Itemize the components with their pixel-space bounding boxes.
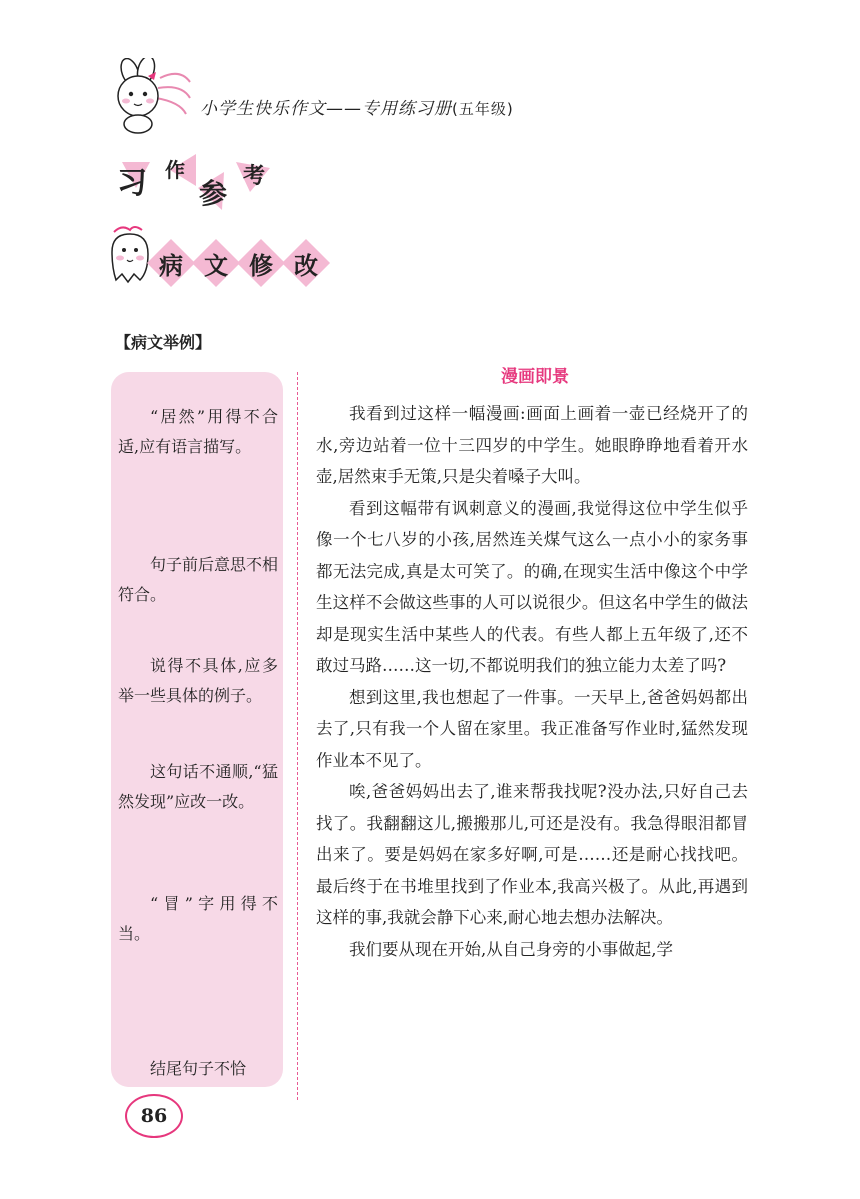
series-title: 小学生快乐作文——专用练习册(五年级) — [200, 99, 514, 119]
section-title-char-4: 考 — [242, 163, 265, 189]
subtitle-char-box-1 — [148, 240, 194, 286]
comment-3: 说得不具体,应多举一些具体的例子。 — [118, 656, 278, 705]
comment-6: 结尾句子不恰 — [150, 1059, 247, 1078]
comment-5: “冒”字用得不当。 — [118, 894, 278, 943]
subtitle-char-box-2 — [193, 240, 239, 286]
grade-label: (五年级) — [452, 100, 514, 118]
essay-paragraph-5: 我们要从现在开始,从自己身旁的小事做起,学 — [349, 939, 673, 959]
comment-2: 句子前后意思不相符合。 — [118, 555, 279, 604]
essay-body — [316, 398, 748, 965]
subtitle-char-1: 病 — [159, 251, 183, 280]
bunny-mascot-icon — [100, 58, 192, 134]
essay-title: 漫画即景 — [501, 367, 569, 387]
essay-paragraph-4: 唉,爸爸妈妈出去了,谁来帮我找呢?没办法,只好自己去找了。我翻翻这儿,搬搬那儿,可还是没有。我急得眼泪都冒出来了。要是妈妈在家多好啊,可是……还是耐心找找吧。最后终于在书堆里找到了作业本,我高兴极了。从此,再遇到这样的事,我就会静下心来,耐心地去想办法解决。 — [316, 782, 748, 927]
page-number: 86 — [140, 1105, 168, 1127]
subtitle-char-box-4 — [283, 240, 329, 286]
ghost-mascot-icon — [104, 222, 154, 288]
section-title-char-2: 作 — [165, 157, 185, 182]
subtitle-char-box-3 — [238, 240, 284, 286]
column-divider — [297, 372, 298, 1100]
comment-4: 这句话不通顺,“猛然发现”应改一改。 — [118, 762, 278, 811]
subtitle-char-4: 改 — [294, 251, 318, 280]
section-title-char-1: 习 — [117, 166, 147, 201]
section-title-char-3: 参 — [198, 177, 227, 210]
essay-paragraph-1: 我看到过这样一幅漫画:画面上画着一壶已经烧开了的水,旁边站着一位十三四岁的中学生。她眼睁睁地看着开水壶,居然束手无策,只是尖着嗓子大叫。 — [316, 404, 748, 486]
example-label: 【病文举例】 — [115, 333, 212, 352]
comment-1: “居然”用得不合适,应有语言描写。 — [118, 407, 278, 456]
subtitle-char-2: 文 — [204, 251, 228, 280]
essay-paragraph-3: 想到这里,我也想起了一件事。一天早上,爸爸妈妈都出去了,只有我一个人留在家里。我正准备写作业时,猛然发现作业本不见了。 — [316, 687, 748, 770]
comment-panel — [111, 372, 283, 1087]
subtitle-char-3: 修 — [249, 251, 273, 280]
essay-paragraph-2: 看到这幅带有讽刺意义的漫画,我觉得这位中学生似乎像一个七八岁的小孩,居然连关煤气这么一点小小的家务事都无法完成,真是太可笑了。的确,在现实生活中像这个中学生这样不会做这些事的人可以说很少。但这名中学生的做法却是现实生活中某些人的代表。有些人都上五年级了,还不敢过马路……这一切,不都说明我们的独立能力太差了吗? — [316, 498, 748, 675]
